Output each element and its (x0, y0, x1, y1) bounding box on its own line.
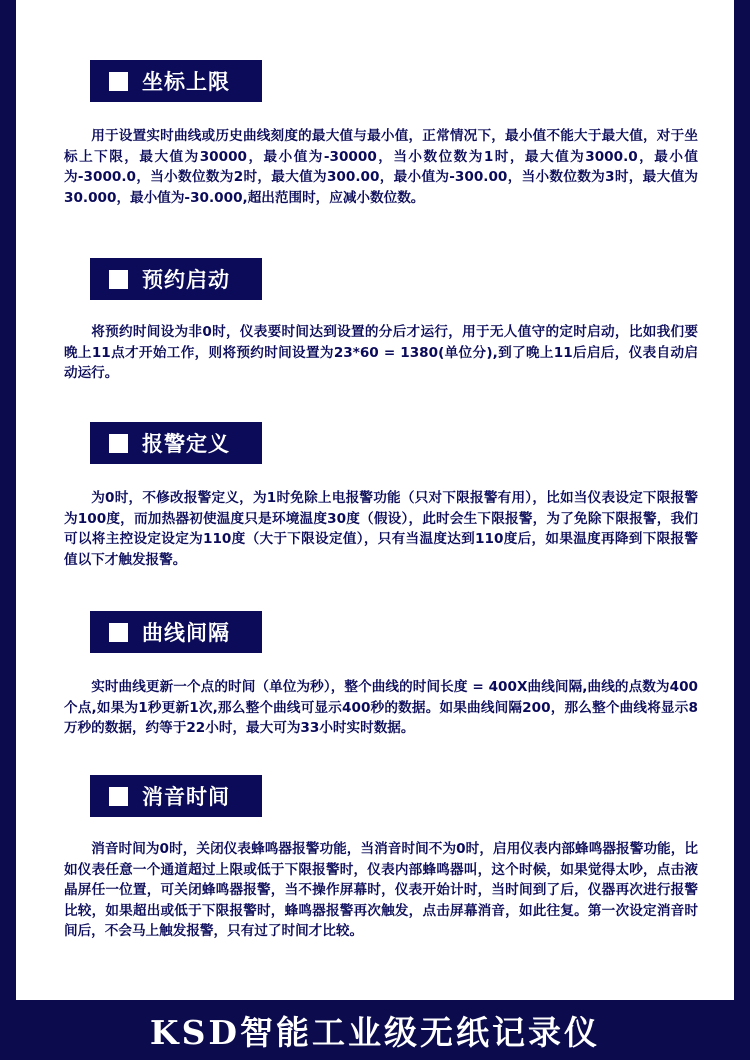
page-frame (16, 0, 734, 1000)
section-body: 为0时，不修改报警定义，为1时免除上电报警功能（只对下限报警有用），比如当仪表设定下限报警为100度，而加热器初使温度只是环境温度30度（假设），此时会生下限报警，为了免除下限报警，我们可以将主控设定设定为110度（大于下限设定值），只有当温度达到110度后，如果温度再降到下限报警值以下才触发报警。 (64, 490, 698, 568)
section-title: 报警定义 (142, 432, 230, 456)
section-heading (90, 258, 262, 300)
section-body: 用于设置实时曲线或历史曲线刻度的最大值与最小值，正常情况下，最小值不能大于最大值，对于坐标上下限，最大值为30000，最小值为-30000，当小数位数为1时，最大值为3000.0，最小值为-3000.0，当小数位数为2时，最大值为300.00，最小值为-300.00，当小数位数为3时，最大值为30.000，最小值为-30.000,超出范围时，应减小数位数。 (64, 128, 698, 206)
section-title: 消音时间 (142, 785, 230, 809)
section-heading (90, 611, 262, 653)
section-title: 预约启动 (142, 268, 230, 292)
section-body: 消音时间为0时，关闭仪表蜂鸣器报警功能，当消音时间不为0时，启用仪表内部蜂鸣器报警功能，比如仪表任意一个通道超过上限或低于下限报警时，仪表内部蜂鸣器叫，这个时候，如果觉得太吵，点击液晶屏任一位置，可关闭蜂鸣器报警，当不操作屏幕时，仪表开始计时，当时间到了后，仪器再次进行报警比较，如果超出或低于下限报警时，蜂鸣器报警再次触发，点击屏幕消音，如此往复。第一次设定消音时间后，不会马上触发报警，只有过了时间才比较。 (64, 841, 698, 939)
square-bullet-icon (109, 270, 128, 289)
section-heading (90, 775, 262, 817)
footer-title: KSD智能工业级无纸记录仪 (149, 1012, 601, 1052)
square-bullet-icon (109, 623, 128, 642)
square-bullet-icon (109, 787, 128, 806)
section-title: 曲线间隔 (142, 621, 230, 645)
square-bullet-icon (109, 434, 128, 453)
square-bullet-icon (109, 72, 128, 91)
section-heading (90, 422, 262, 464)
section-body: 实时曲线更新一个点的时间（单位为秒），整个曲线的时间长度 = 400X曲线间隔,曲线的点数为400个点,如果为1秒更新1次,那么整个曲线可显示400秒的数据。如果曲线间隔200，那么整个曲线将显示8万秒的数据，约等于22小时，最大可为33小时实时数据。 (64, 679, 698, 736)
section-heading (90, 60, 262, 102)
section-body: 将预约时间设为非0时，仪表要时间达到设置的分后才运行，用于无人值守的定时启动，比如我们要晚上11点才开始工作，则将预约时间设置为23*60 = 1380(单位分),到了晚上11后启后，仪表自动启动运行。 (64, 324, 698, 381)
section-title: 坐标上限 (142, 70, 230, 94)
